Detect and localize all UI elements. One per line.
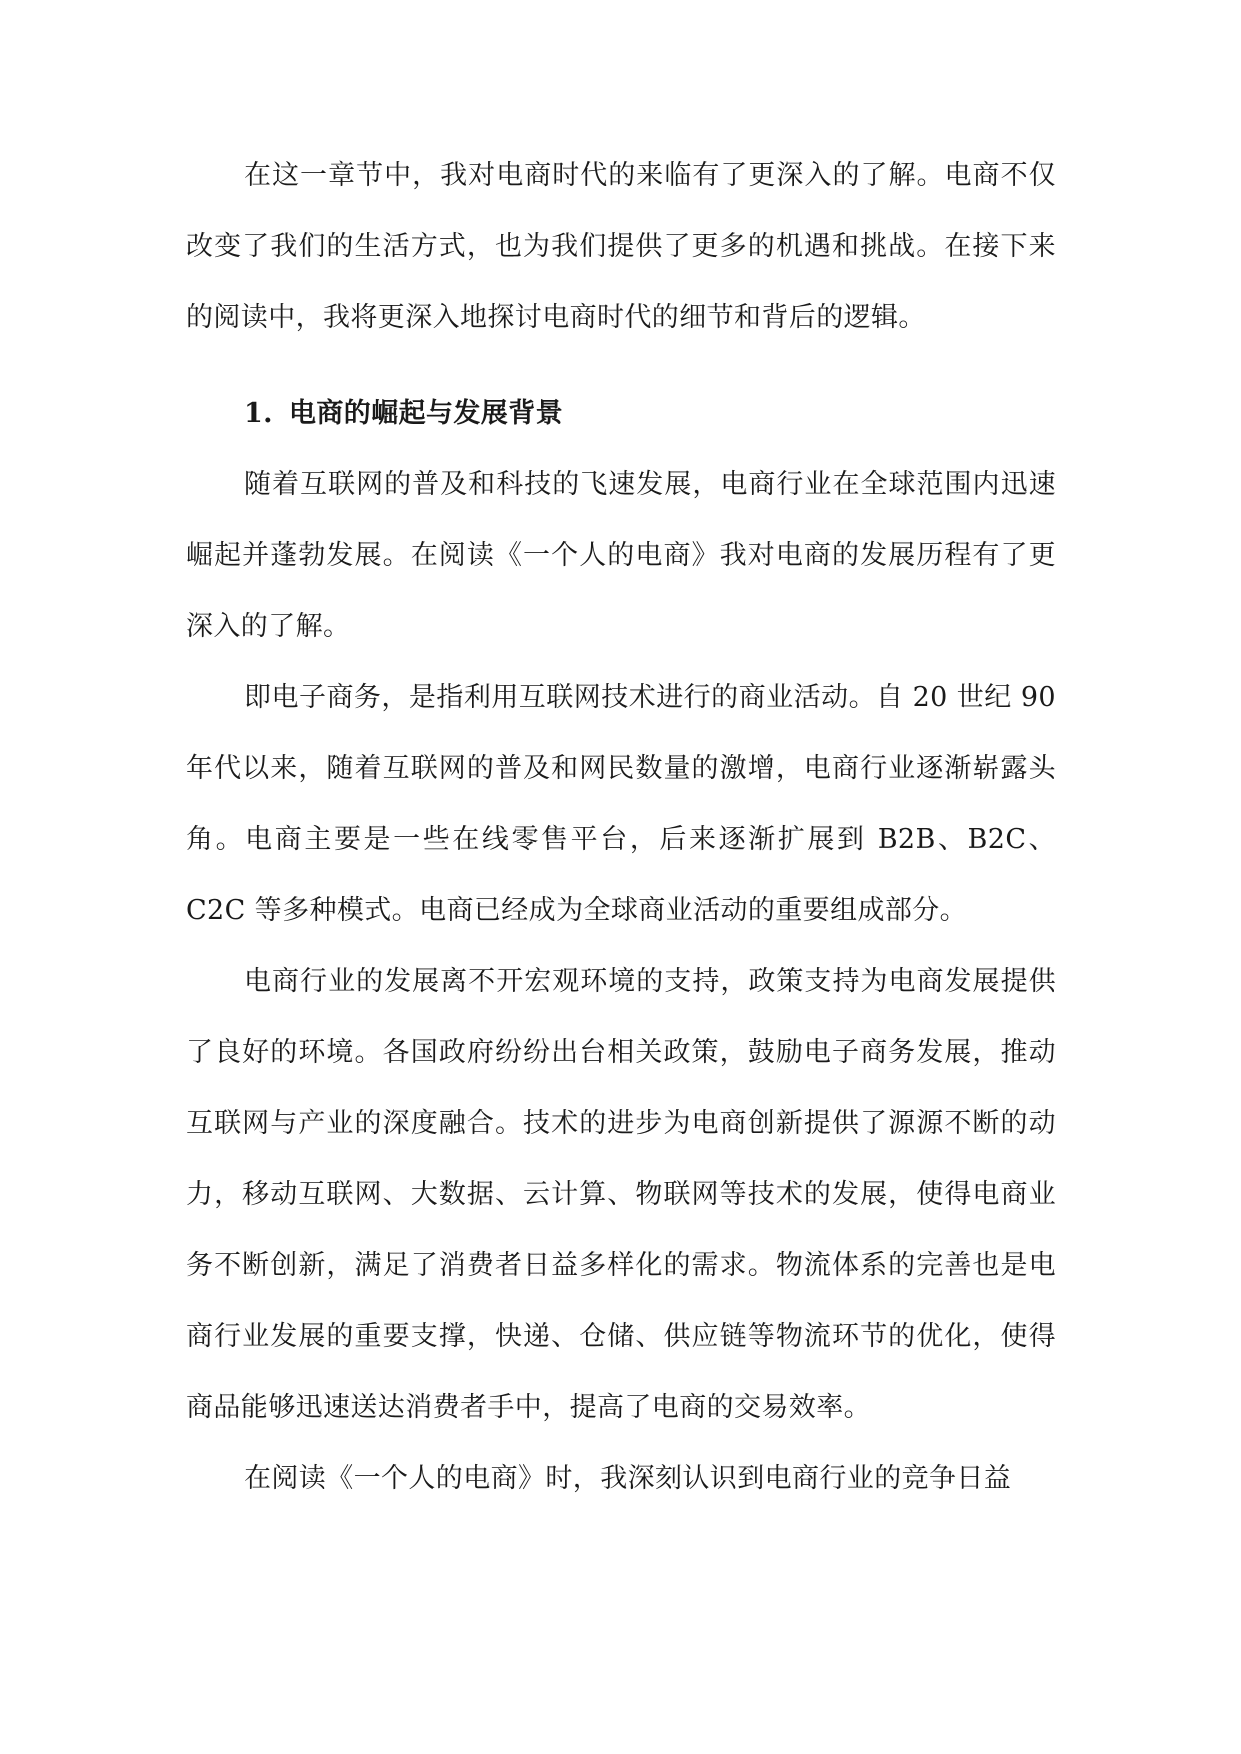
- section-heading: [186, 378, 1056, 449]
- body-paragraph-1: 随着互联网的普及和科技的飞速发展，电商行业在全球范围内迅速崛起并蓬勃发展。在阅读《一个人的电商》我对电商的发展历程有了更深入的了解。: [186, 469, 1056, 642]
- document-content: [186, 140, 1056, 1514]
- intro-paragraph: 在这一章节中，我对电商时代的来临有了更深入的了解。电商不仅改变了我们的生活方式，也为我们提供了更多的机遇和挑战。在接下来的阅读中，我将更深入地探讨电商时代的细节和背后的逻辑。: [186, 160, 1056, 333]
- body-paragraph-2: 即电子商务，是指利用互联网技术进行的商业活动。自 20 世纪 90 年代以来，随着互联网的普及和网民数量的激增，电商行业逐渐崭露头角。电商主要是一些在线零售平台，后来逐渐扩展到 B2B、B2C、C2C 等多种模式。电商已经成为全球商业活动的重要组成部分。: [186, 682, 1056, 926]
- section-number: 1.: [244, 398, 273, 429]
- body-paragraph-3: 电商行业的发展离不开宏观环境的支持，政策支持为电商发展提供了良好的环境。各国政府纷纷出台相关政策，鼓励电子商务发展，推动互联网与产业的深度融合。技术的进步为电商创新提供了源源不断的动力，移动互联网、大数据、云计算、物联网等技术的发展，使得电商业务不断创新，满足了消费者日益多样化的需求。物流体系的完善也是电商行业发展的重要支撑，快递、仓储、供应链等物流环节的优化，使得商品能够迅速送达消费者手中，提高了电商的交易效率。: [186, 966, 1056, 1423]
- section-title: 电商的崛起与发展背景: [289, 398, 563, 429]
- body-paragraph-4: 在阅读《一个人的电商》时，我深刻认识到电商行业的竞争日益: [244, 1463, 1012, 1494]
